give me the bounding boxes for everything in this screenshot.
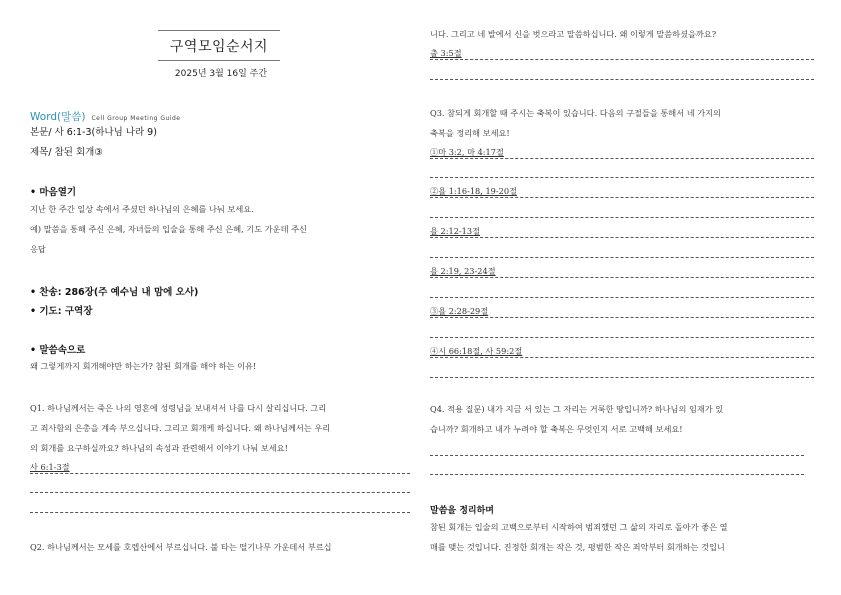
q3-line-1: Q3. 참되게 회개할 때 주시는 축복이 있습니다. 다음의 구절들을 통해서 네 가지의 [430, 108, 721, 118]
q2-line-2: 니다. 그리고 네 발에서 신을 벗으라고 말씀하십니다. 왜 이렇게 말씀하셨을까요? [430, 29, 717, 39]
answer-line[interactable] [30, 473, 410, 474]
q3-ref-3: 욜 2:12-13절 [430, 226, 480, 236]
opening-line-2: 예) 말씀을 통해 주신 은혜, 자녀들의 입술을 통해 주신 은혜, 기도 가운데 주신 [30, 224, 307, 234]
page-title: 구역모임순서지 [169, 39, 269, 55]
q3-ref-4: 욜 2:19, 23-24절 [430, 266, 496, 276]
q1-line-1: Q1. 하나님께서는 죽은 나의 영혼에 성령님을 보내셔서 나를 다시 살리십니다. 그리 [30, 403, 327, 413]
q4-line-2: 습니까? 회개하고 내가 누려야 할 축복은 무엇인지 서로 고백해 보세요! [430, 424, 683, 434]
inword-intro: 왜 그렇게까지 회개해야만 하는가? 참된 회개를 해야 하는 이유! [30, 361, 257, 371]
answer-line[interactable] [430, 158, 814, 159]
answer-line[interactable] [430, 197, 814, 198]
answer-line[interactable] [430, 357, 814, 358]
hymn: • 찬송: 286장(주 예수님 내 맘에 오사) [30, 287, 199, 298]
q1-ref: 사 6:1-3절 [30, 462, 70, 472]
answer-line[interactable] [430, 79, 814, 80]
answer-line[interactable] [430, 337, 814, 338]
answer-line[interactable] [430, 474, 804, 475]
opening-heading: • 마음열기 [30, 187, 77, 198]
answer-line[interactable] [430, 317, 814, 318]
guide-label: Cell Group Meeting Guide [91, 115, 181, 122]
q1-line-3: 의 회개를 요구하실까요? 하나님의 속성과 관련해서 이야기 나눠 보세요! [30, 443, 288, 453]
q3-ref-1: ①마 3:2, 마 4:17절 [430, 147, 504, 157]
q2-ref: 출 3:5절 [430, 48, 462, 58]
answer-line[interactable] [430, 455, 804, 456]
summary-heading: 말씀을 정리하며 [430, 506, 494, 516]
title-bottom-rule [158, 60, 280, 61]
q2-line-1: Q2. 하나님께서는 모세를 호렙산에서 부르십니다. 불 타는 떨기나무 가운데서 부르십 [30, 542, 332, 552]
week-date: 2025년 3월 16일 주간 [174, 69, 268, 79]
inword-heading: • 말씀속으로 [30, 345, 86, 356]
answer-line[interactable] [430, 277, 814, 278]
summary-line-1: 참된 회개는 입술의 고백으로부터 시작하여 범죄했던 그 삶의 자리로 돌아가 좋은 열 [430, 522, 728, 532]
q3-ref-2: ②욜 1:16-18, 19-20절 [430, 186, 517, 196]
answer-line[interactable] [430, 297, 814, 298]
word-label: Word(말씀) [30, 111, 86, 123]
prayer: • 기도: 구역장 [30, 306, 93, 317]
q3-line-2: 축복을 정리해 보세요! [430, 128, 510, 138]
answer-line[interactable] [430, 377, 814, 378]
summary-line-2: 매를 맺는 것입니다. 진정한 회개는 작은 것, 평범한 작은 죄악부터 회개하는 것입니 [430, 542, 725, 552]
answer-line[interactable] [430, 177, 814, 178]
q3-ref-6: ④시 66:18절, 사 59:2절 [430, 346, 523, 356]
title-block [158, 30, 280, 61]
opening-line-3: 응답 [30, 244, 46, 254]
answer-line[interactable] [430, 257, 814, 258]
q3-ref-5: ③욜 2:28-29절 [430, 306, 489, 316]
answer-line[interactable] [30, 492, 410, 493]
answer-line[interactable] [430, 237, 814, 238]
subject: 제목/ 참된 회개③ [30, 147, 103, 158]
q4-line-1: Q4. 적용 질문) 내가 지금 서 있는 그 자리는 거룩한 땅입니까? 하나님의 임재가 있 [430, 404, 724, 414]
answer-line[interactable] [430, 59, 814, 60]
opening-line-1: 지난 한 주간 일상 속에서 주셨던 하나님의 은혜를 나눠 보세요. [30, 204, 254, 214]
word-header [30, 105, 180, 124]
answer-line[interactable] [30, 512, 410, 513]
passage: 본문/ 사 6:1-3(하나님 나라 9) [30, 127, 157, 138]
q1-line-2: 고 죄사함의 은총을 계속 부으십니다. 그리고 회개케 하십니다. 왜 하나님께서는 우리 [30, 423, 331, 433]
answer-line[interactable] [430, 217, 814, 218]
